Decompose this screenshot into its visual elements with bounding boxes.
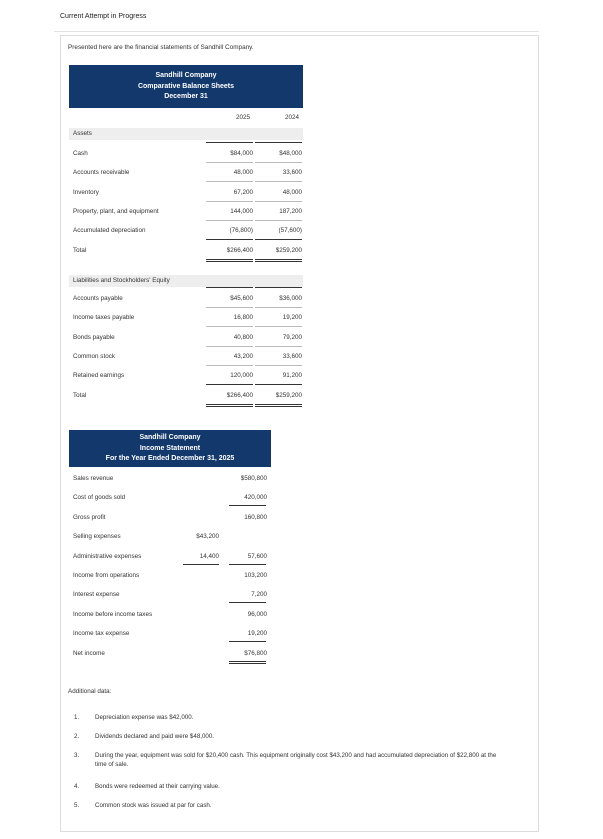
is-row-cost-of-goods-sold bbox=[69, 492, 271, 504]
asset-value-2025: 48,000 bbox=[233, 169, 253, 177]
col-header-2025: 2025 bbox=[235, 114, 250, 121]
is-label: Income tax expense bbox=[73, 630, 130, 638]
asset-row-inventory bbox=[69, 187, 303, 199]
is-label: Income before income taxes bbox=[73, 610, 153, 618]
liability-label: Accounts payable bbox=[73, 295, 123, 302]
is-outer-value: $580,800 bbox=[240, 475, 267, 482]
liability-row-retained-earnings bbox=[69, 370, 303, 382]
intro-text: Presented here are the financial statements of Sandhill Company. bbox=[68, 44, 254, 51]
liability-value-2025: $266,400 bbox=[226, 391, 253, 399]
is-outer-value: 19,200 bbox=[247, 630, 267, 638]
is-outer-value: 57,600 bbox=[247, 552, 267, 560]
asset-value-2024: $48,000 bbox=[279, 150, 302, 157]
liability-label: Bonds payable bbox=[73, 333, 115, 341]
is-inner-value: 14,400 bbox=[199, 552, 219, 560]
is-outer-value: 96,000 bbox=[247, 610, 267, 618]
balance-sheet-header bbox=[69, 65, 303, 108]
is-row-income-before-income-taxes bbox=[69, 609, 271, 621]
attempt-status: Current Attempt in Progress bbox=[60, 13, 147, 20]
liability-value-2024: 91,200 bbox=[282, 372, 302, 380]
income-statement-header bbox=[69, 430, 271, 467]
question-card bbox=[60, 35, 539, 832]
liability-value-2024: 19,200 bbox=[282, 314, 302, 322]
item-number: 2. bbox=[74, 733, 80, 740]
is-inner-value: $43,200 bbox=[196, 533, 219, 541]
item-number: 5. bbox=[74, 802, 80, 809]
liabilities-heading: Liabilities and Stockholders' Equity bbox=[69, 275, 303, 287]
asset-value-2024: 48,000 bbox=[282, 188, 302, 196]
liability-value-2025: 16,800 bbox=[233, 314, 253, 322]
item-number: 3. bbox=[74, 752, 80, 759]
asset-value-2025: 144,000 bbox=[230, 207, 253, 215]
asset-label: Inventory bbox=[73, 188, 99, 196]
liability-value-2025: 120,000 bbox=[230, 372, 253, 380]
asset-value-2025: $266,400 bbox=[226, 246, 253, 254]
statement-title: Comparative Balance Sheets bbox=[137, 82, 235, 90]
asset-row-accumulated-depreciation bbox=[69, 225, 303, 237]
asset-row-accounts-receivable bbox=[69, 167, 303, 179]
liability-label: Total bbox=[73, 391, 87, 399]
is-label: Sales revenue bbox=[73, 475, 114, 482]
is-label: Net income bbox=[73, 649, 105, 657]
is-row-administrative-expenses bbox=[69, 551, 271, 563]
is-label: Administrative expenses bbox=[73, 552, 142, 560]
col-header-2024: 2024 bbox=[284, 114, 299, 121]
item-text: Common stock was issued at par for cash. bbox=[95, 802, 212, 809]
is-row-interest-expense bbox=[69, 589, 271, 601]
additional-item-2 bbox=[74, 732, 514, 752]
is-outer-value: 7,200 bbox=[251, 591, 267, 599]
is-label: Selling expenses bbox=[73, 533, 121, 541]
additional-item-4 bbox=[74, 782, 514, 802]
is-outer-value: 103,200 bbox=[244, 572, 267, 579]
asset-label: Accumulated depreciation bbox=[73, 227, 146, 235]
is-outer-value: 160,800 bbox=[244, 513, 267, 521]
asset-label: Accounts receivable bbox=[73, 169, 130, 177]
liability-row-common-stock bbox=[69, 351, 303, 363]
liability-row-bonds-payable bbox=[69, 332, 303, 344]
liability-value-2025: 43,200 bbox=[233, 352, 253, 360]
additional-item-5 bbox=[74, 801, 514, 821]
additional-item-1 bbox=[74, 713, 514, 733]
asset-value-2024: $259,200 bbox=[275, 246, 302, 254]
asset-value-2025: $84,000 bbox=[230, 150, 253, 157]
liability-value-2025: 40,800 bbox=[233, 333, 253, 341]
top-bar bbox=[54, 0, 539, 32]
asset-label: Property, plant, and equipment bbox=[73, 207, 159, 215]
asset-row-total bbox=[69, 245, 303, 257]
is-row-income-tax-expense bbox=[69, 628, 271, 640]
is-row-net-income bbox=[69, 648, 271, 660]
liability-label: Retained earnings bbox=[73, 372, 125, 380]
is-row-selling-expenses bbox=[69, 531, 271, 543]
item-number: 4. bbox=[74, 783, 80, 790]
additional-data-heading: Additional data: bbox=[68, 688, 112, 695]
liability-row-accounts-payable bbox=[69, 293, 303, 305]
additional-item-3 bbox=[74, 751, 514, 771]
asset-row-property-plant-and-equipment bbox=[69, 206, 303, 218]
is-title: Income Statement bbox=[139, 444, 201, 452]
asset-value-2024: (57,600) bbox=[278, 227, 302, 235]
item-text: Dividends declared and paid were $48,000. bbox=[95, 733, 215, 740]
is-period: For the Year Ended December 31, 2025 bbox=[105, 455, 235, 462]
liability-value-2024: 79,200 bbox=[282, 333, 302, 341]
liability-value-2024: 33,600 bbox=[282, 352, 302, 360]
is-row-sales-revenue bbox=[69, 473, 271, 485]
is-row-gross-profit bbox=[69, 512, 271, 524]
liability-label: Common stock bbox=[73, 352, 115, 360]
item-text: Depreciation expense was $42,000. bbox=[95, 714, 194, 721]
is-label: Income from operations bbox=[73, 572, 140, 579]
asset-value-2024: 33,600 bbox=[282, 169, 302, 177]
is-company-name: Sandhill Company bbox=[139, 434, 201, 441]
liability-value-2024: $259,200 bbox=[275, 391, 302, 399]
liability-row-total bbox=[69, 390, 303, 402]
is-row-income-from-operations bbox=[69, 570, 271, 582]
is-label: Gross profit bbox=[73, 513, 106, 521]
liability-label: Income taxes payable bbox=[73, 314, 135, 322]
asset-row-cash bbox=[69, 148, 303, 160]
item-text: Bonds were redeemed at their carrying value. bbox=[95, 783, 220, 790]
asset-label: Total bbox=[73, 246, 87, 254]
assets-heading: Assets bbox=[69, 128, 303, 140]
item-text: During the year, equipment was sold for $20,400 cash. This equipment originally cost $43,200 and had accumulated depreciation of $22,800 at the time of sale. bbox=[95, 752, 497, 768]
liability-row-income-taxes-payable bbox=[69, 312, 303, 324]
asset-value-2025: (76,800) bbox=[229, 227, 253, 235]
asset-value-2025: 67,200 bbox=[233, 188, 253, 196]
item-number: 1. bbox=[74, 714, 80, 721]
liability-value-2024: $36,000 bbox=[279, 295, 302, 302]
company-name: Sandhill Company bbox=[155, 72, 217, 79]
asset-label: Cash bbox=[73, 150, 88, 157]
is-label: Cost of goods sold bbox=[73, 494, 126, 502]
statement-date: December 31 bbox=[164, 93, 208, 100]
is-label: Interest expense bbox=[73, 591, 120, 599]
is-outer-value: $76,800 bbox=[244, 649, 267, 657]
is-outer-value: 420,000 bbox=[244, 494, 267, 502]
asset-value-2024: 187,200 bbox=[279, 207, 302, 215]
liability-value-2025: $45,600 bbox=[230, 295, 253, 302]
